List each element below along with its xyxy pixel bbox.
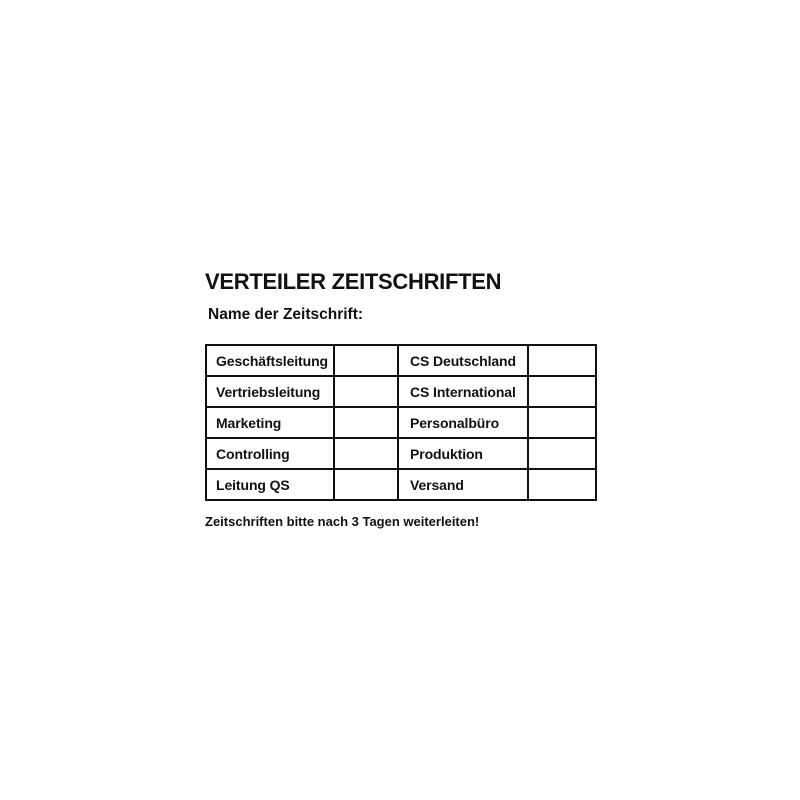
table-row bbox=[206, 376, 596, 407]
checkbox-cell bbox=[334, 407, 398, 438]
magazine-name-label: Name der Zeitschrift: bbox=[208, 306, 364, 323]
checkbox-cell bbox=[334, 438, 398, 469]
checkbox-cell bbox=[528, 438, 596, 469]
checkbox-cell bbox=[528, 407, 596, 438]
department-label: Vertriebsleitung bbox=[206, 376, 334, 407]
checkbox-cell bbox=[334, 345, 398, 376]
department-label: Versand bbox=[398, 469, 528, 500]
department-label: Controlling bbox=[206, 438, 334, 469]
table-row bbox=[206, 438, 596, 469]
distribution-stamp bbox=[205, 268, 597, 529]
department-label: Leitung QS bbox=[206, 469, 334, 500]
checkbox-cell bbox=[528, 469, 596, 500]
department-label: Marketing bbox=[206, 407, 334, 438]
table-row bbox=[206, 469, 596, 500]
table-row bbox=[206, 407, 596, 438]
checkbox-cell bbox=[528, 345, 596, 376]
forwarding-note: Zeitschriften bitte nach 3 Tagen weiterleiten! bbox=[205, 514, 480, 529]
table-row bbox=[206, 345, 596, 376]
department-label: Personalbüro bbox=[398, 407, 528, 438]
department-label: Produktion bbox=[398, 438, 528, 469]
checkbox-cell bbox=[334, 376, 398, 407]
distribution-table bbox=[205, 344, 597, 501]
department-label: Geschäftsleitung bbox=[206, 345, 334, 376]
department-label: CS Deutschland bbox=[398, 345, 528, 376]
stamp-title: VERTEILER ZEITSCHRIFTEN bbox=[205, 269, 502, 294]
checkbox-cell bbox=[334, 469, 398, 500]
checkbox-cell bbox=[528, 376, 596, 407]
department-label: CS International bbox=[398, 376, 528, 407]
